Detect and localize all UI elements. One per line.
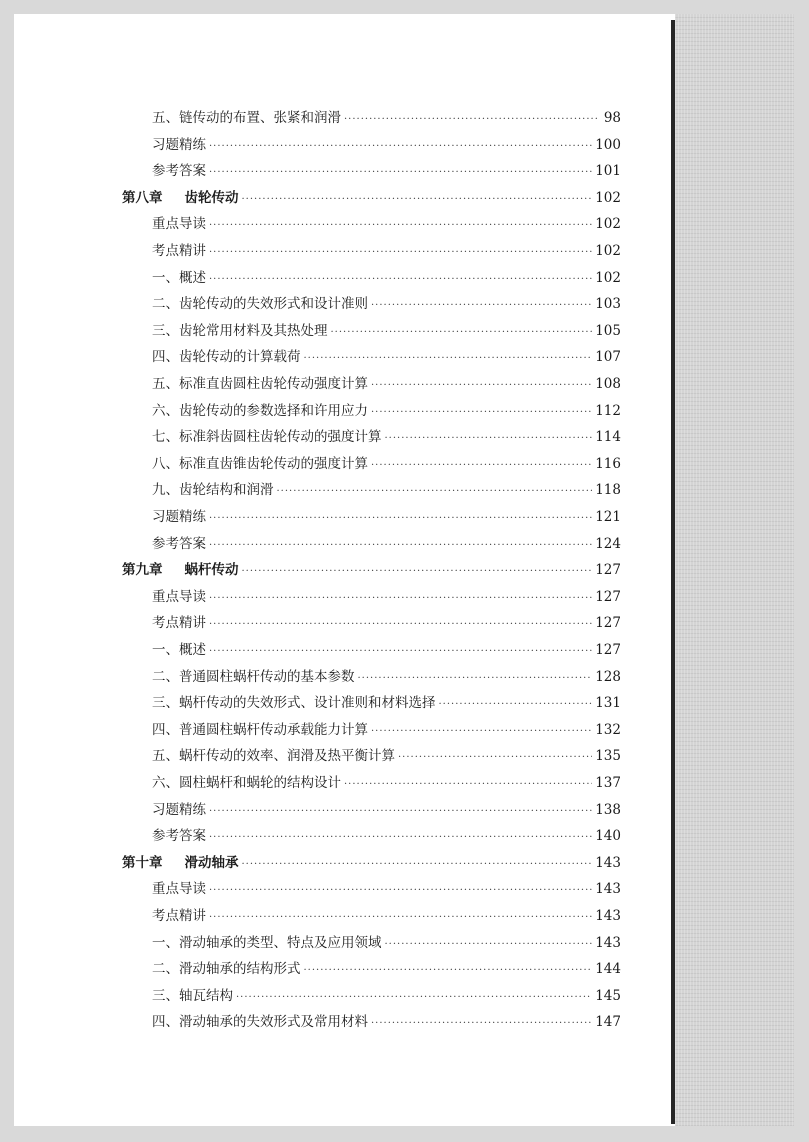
page-number: 124 xyxy=(595,535,621,552)
dot-leader xyxy=(209,220,592,231)
section-title: 参考答案 xyxy=(152,163,206,180)
page-number: 128 xyxy=(595,668,621,685)
section-title: 六、圆柱蜗杆和蜗轮的结构设计 xyxy=(152,775,341,791)
dot-leader xyxy=(242,194,593,205)
page-number: 105 xyxy=(595,322,621,339)
page-number: 98 xyxy=(603,110,621,126)
dot-leader xyxy=(371,407,592,418)
chapter-label: 第十章 xyxy=(122,854,163,871)
section-title: 参考答案 xyxy=(152,535,206,552)
toc-section-entry[interactable] xyxy=(152,452,621,478)
toc-section-entry[interactable] xyxy=(152,292,621,318)
page-number: 102 xyxy=(595,216,621,233)
dot-leader xyxy=(209,247,592,258)
dot-leader xyxy=(209,806,592,817)
page-number: 143 xyxy=(595,908,621,924)
dot-leader xyxy=(344,779,592,790)
page-number: 101 xyxy=(595,163,621,180)
toc-section-entry[interactable] xyxy=(152,425,621,451)
section-title: 重点导读 xyxy=(152,216,206,233)
dot-leader xyxy=(209,141,592,152)
dot-leader xyxy=(209,885,592,896)
section-title: 考点精讲 xyxy=(152,908,206,924)
toc-section-entry[interactable] xyxy=(152,399,621,425)
chapter-heading xyxy=(122,186,239,206)
dot-leader xyxy=(209,912,592,923)
section-title: 一、滑动轴承的类型、特点及应用领域 xyxy=(152,934,382,951)
section-title: 一、概述 xyxy=(152,269,206,286)
dot-leader xyxy=(344,114,598,125)
toc-section-entry[interactable] xyxy=(152,824,621,850)
section-title: 二、普通圆柱蜗杆传动的基本参数 xyxy=(152,668,355,685)
section-title: 三、轴瓦结构 xyxy=(152,987,233,1004)
section-title: 参考答案 xyxy=(152,828,206,845)
section-title: 三、蜗杆传动的失效形式、设计准则和材料选择 xyxy=(152,695,436,712)
toc-section-entry[interactable] xyxy=(152,638,621,664)
section-title: 四、普通圆柱蜗杆传动承载能力计算 xyxy=(152,721,368,738)
toc-section-entry[interactable] xyxy=(152,532,621,558)
section-title: 习题精练 xyxy=(152,801,206,818)
chapter-label: 第九章 xyxy=(122,562,163,579)
page-number: 127 xyxy=(595,562,621,579)
section-title: 五、链传动的布置、张紧和润滑 xyxy=(152,110,341,126)
dot-leader xyxy=(371,300,592,311)
dot-leader xyxy=(236,992,592,1003)
page-number: 102 xyxy=(595,269,621,286)
toc-section-entry[interactable] xyxy=(152,665,621,691)
dot-leader xyxy=(371,380,592,391)
toc-section-entry[interactable] xyxy=(152,611,621,637)
toc-section-entry[interactable] xyxy=(152,159,621,185)
toc-section-entry[interactable] xyxy=(152,984,621,1010)
section-title: 四、滑动轴承的失效形式及常用材料 xyxy=(152,1014,368,1031)
dot-leader xyxy=(277,486,593,497)
dot-leader xyxy=(242,566,593,577)
page-number: 114 xyxy=(595,429,621,446)
section-title: 九、齿轮结构和润滑 xyxy=(152,482,274,499)
section-title: 习题精练 xyxy=(152,509,206,525)
toc-section-entry[interactable] xyxy=(152,1010,621,1036)
toc-section-entry[interactable] xyxy=(152,372,621,398)
page-number: 100 xyxy=(595,136,621,153)
page-number: 143 xyxy=(595,881,621,898)
dot-leader xyxy=(358,673,593,684)
dot-leader xyxy=(209,274,592,285)
toc-section-entry[interactable] xyxy=(152,505,621,531)
toc-chapter-entry[interactable] xyxy=(122,558,621,584)
dot-leader xyxy=(371,460,592,471)
page-number: 118 xyxy=(595,482,621,499)
toc-section-entry[interactable] xyxy=(152,478,621,504)
dot-leader xyxy=(209,167,592,178)
page-number: 127 xyxy=(595,588,621,605)
dot-leader xyxy=(385,433,593,444)
chapter-title: 齿轮传动 xyxy=(184,189,239,206)
page-number: 127 xyxy=(595,615,621,632)
section-title: 八、标准直齿锥齿轮传动的强度计算 xyxy=(152,455,368,472)
dot-leader xyxy=(209,832,592,843)
background-texture xyxy=(675,14,794,1126)
section-title: 五、蜗杆传动的效率、润滑及热平衡计算 xyxy=(152,748,395,765)
chapter-title: 蜗杆传动 xyxy=(184,562,239,579)
dot-leader xyxy=(242,859,593,870)
dot-leader xyxy=(371,726,592,737)
dot-leader xyxy=(385,939,593,950)
page-number: 138 xyxy=(595,801,621,818)
section-title: 考点精讲 xyxy=(152,243,206,259)
dot-leader xyxy=(209,619,592,630)
page-number: 145 xyxy=(595,987,621,1004)
toc-chapter-entry[interactable] xyxy=(122,186,621,212)
section-title: 四、齿轮传动的计算载荷 xyxy=(152,349,301,366)
page-number: 107 xyxy=(595,349,621,366)
toc-section-entry[interactable] xyxy=(152,691,621,717)
chapter-heading xyxy=(122,558,239,578)
page-number: 143 xyxy=(595,854,621,871)
toc-section-entry[interactable] xyxy=(152,904,621,930)
toc-section-entry[interactable] xyxy=(152,319,621,345)
toc-section-entry[interactable] xyxy=(152,744,621,770)
toc-section-entry[interactable] xyxy=(152,345,621,371)
page-number: 131 xyxy=(595,695,621,712)
section-title: 二、滑动轴承的结构形式 xyxy=(152,961,301,978)
section-title: 考点精讲 xyxy=(152,615,206,632)
page-number: 143 xyxy=(595,934,621,951)
page-number: 102 xyxy=(595,189,621,206)
page-number: 102 xyxy=(595,243,621,259)
page-number: 137 xyxy=(595,775,621,791)
page-number: 103 xyxy=(595,296,621,313)
chapter-title: 滑动轴承 xyxy=(184,854,239,871)
page-number: 108 xyxy=(595,376,621,392)
dot-leader xyxy=(209,513,592,524)
toc-section-entry[interactable] xyxy=(152,239,621,265)
section-title: 一、概述 xyxy=(152,642,206,658)
toc-chapter-entry[interactable] xyxy=(122,851,621,877)
dot-leader xyxy=(209,593,592,604)
toc-section-entry[interactable] xyxy=(152,718,621,744)
dot-leader xyxy=(398,752,592,763)
dot-leader xyxy=(371,1018,592,1029)
chapter-label: 第八章 xyxy=(122,189,163,206)
page-number: 127 xyxy=(595,642,621,658)
section-title: 习题精练 xyxy=(152,136,206,153)
dot-leader xyxy=(304,353,593,364)
section-title: 七、标准斜齿圆柱齿轮传动的强度计算 xyxy=(152,429,382,446)
toc-section-entry[interactable] xyxy=(152,931,621,957)
dot-leader xyxy=(439,699,593,710)
dot-leader xyxy=(209,540,592,551)
toc-section-entry[interactable] xyxy=(152,212,621,238)
toc-section-entry[interactable] xyxy=(152,771,621,797)
section-title: 五、标准直齿圆柱齿轮传动强度计算 xyxy=(152,376,368,392)
toc-section-entry[interactable] xyxy=(152,585,621,611)
chapter-heading xyxy=(122,851,239,871)
section-title: 三、齿轮常用材料及其热处理 xyxy=(152,322,328,339)
page-number: 121 xyxy=(595,509,621,525)
page-number: 144 xyxy=(595,961,621,978)
toc-section-entry[interactable] xyxy=(152,106,621,132)
dot-leader xyxy=(209,646,592,657)
page-number: 116 xyxy=(595,455,621,472)
section-title: 六、齿轮传动的参数选择和许用应力 xyxy=(152,402,368,419)
page-number: 135 xyxy=(595,748,621,765)
toc-section-entry[interactable] xyxy=(152,266,621,292)
toc-section-entry[interactable] xyxy=(152,957,621,983)
toc-section-entry[interactable] xyxy=(152,798,621,824)
page-number: 132 xyxy=(595,721,621,738)
page-number: 140 xyxy=(595,828,621,845)
toc-section-entry[interactable] xyxy=(152,133,621,159)
section-title: 二、齿轮传动的失效形式和设计准则 xyxy=(152,296,368,313)
section-title: 重点导读 xyxy=(152,881,206,898)
dot-leader xyxy=(331,327,593,338)
page-number: 147 xyxy=(595,1014,621,1031)
section-title: 重点导读 xyxy=(152,588,206,605)
dot-leader xyxy=(304,965,593,976)
toc-section-entry[interactable] xyxy=(152,877,621,903)
page-number: 112 xyxy=(595,402,621,419)
